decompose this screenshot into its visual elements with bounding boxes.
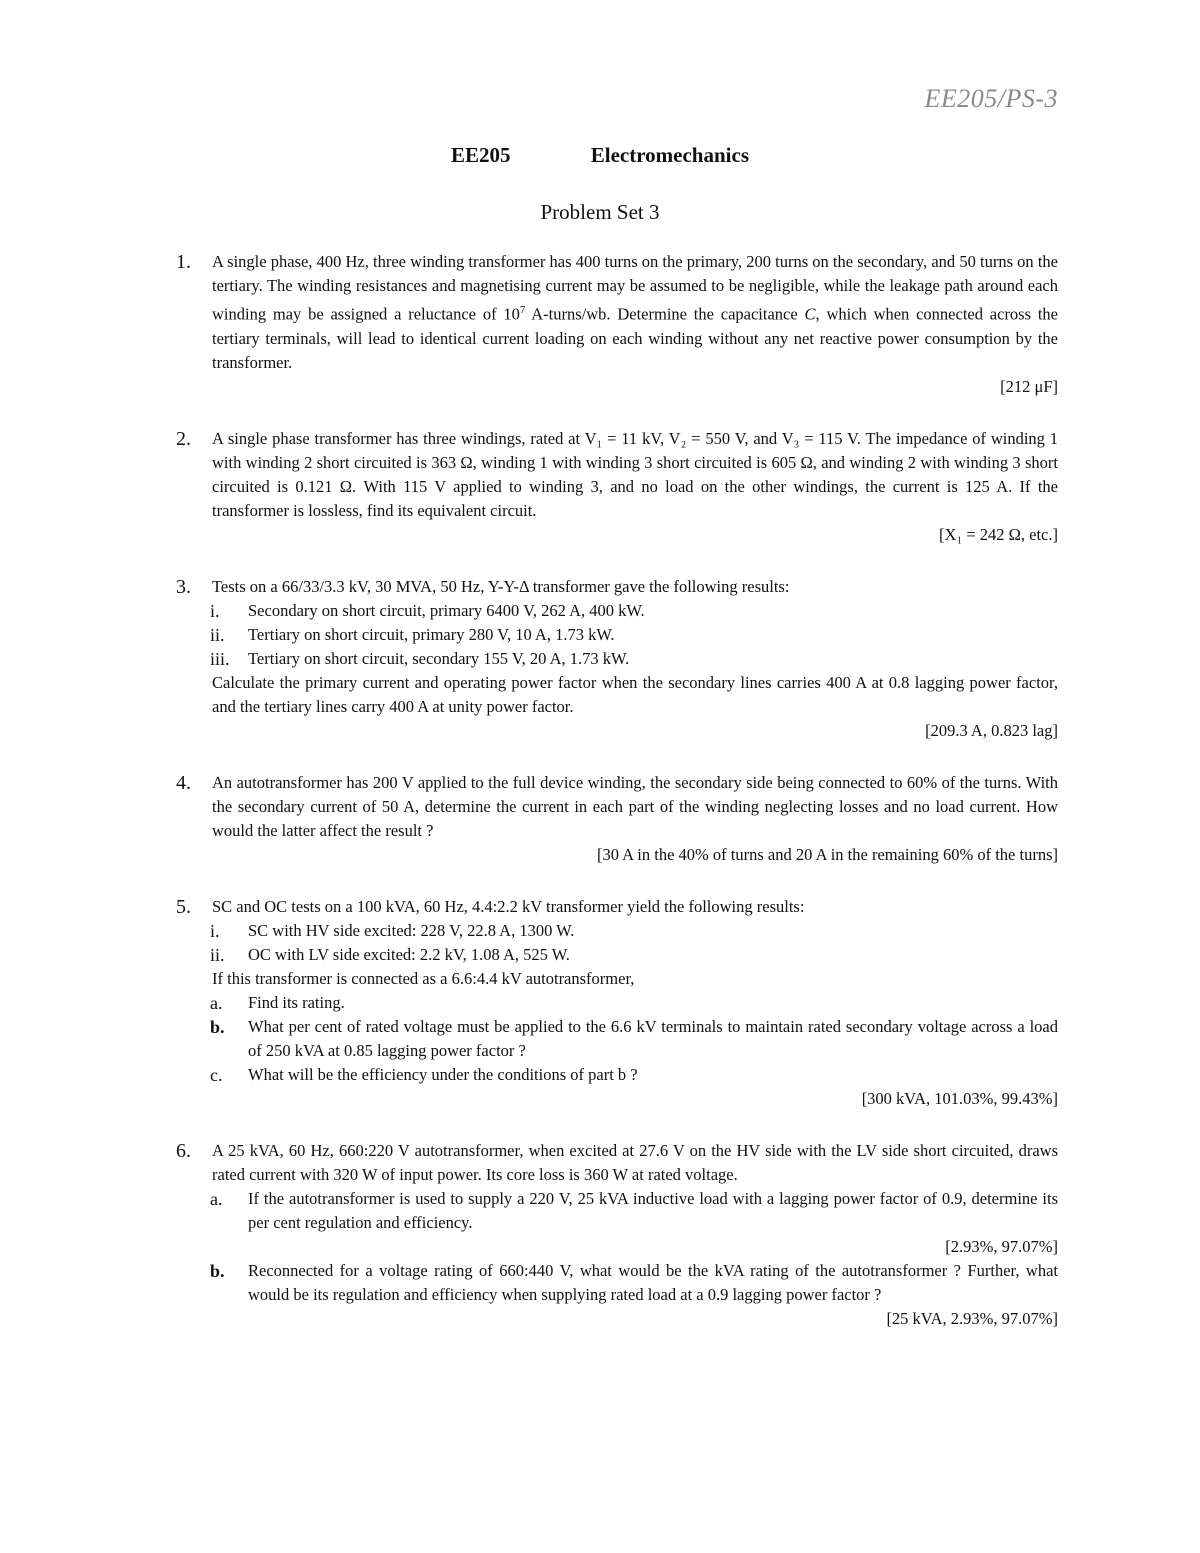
list-marker: a. xyxy=(210,992,223,1013)
problem-text: A single phase transformer has three windings, rated at V₁ = 11 kV, V₂ = 550 V, and V₃ = 115 V. The impedance of winding 1 with winding 2 short circuited is 363 Ω, winding 1 with winding 3 short circuited is 605 Ω, and winding 2 with winding 3 short circuited is 0.121 Ω. With 115 V applied to winding 3, and no load on the other windings, the current is 125 A. If the transformer is lossless, find its equivalent circuit. xyxy=(212,428,1058,520)
list-item-text: SC with HV side excited: 228 V, 22.8 A, 1300 W. xyxy=(248,920,575,940)
problem-5 xyxy=(176,895,1058,919)
problem-1 xyxy=(176,250,1058,399)
problem-number: 1. xyxy=(176,251,191,273)
problem-answer: [212 μF] xyxy=(1000,376,1058,396)
list-item-text: Tertiary on short circuit, secondary 155 V, 20 A, 1.73 kW. xyxy=(248,648,630,668)
problem-list xyxy=(176,250,1058,1331)
list-marker: ii. xyxy=(210,944,225,965)
problem-answer: [209.3 A, 0.823 lag] xyxy=(925,720,1058,740)
list-item-text: Find its rating. xyxy=(248,992,345,1012)
course-name: Electromechanics xyxy=(590,143,749,167)
page-subtitle: Problem Set 3 xyxy=(540,200,660,224)
list-marker: b. xyxy=(210,1260,225,1281)
list-marker: ii. xyxy=(210,624,225,645)
list-marker: a. xyxy=(210,1188,223,1209)
list-item xyxy=(176,647,1058,671)
list-item xyxy=(176,1187,1058,1259)
list-item-text: What will be the efficiency under the conditions of part b ? xyxy=(248,1064,638,1084)
problem-outro: Calculate the primary current and operating power factor when the secondary lines carries 400 A at 0.8 lagging power factor, and the tertiary lines carry 400 A at unity power factor. xyxy=(212,672,1058,716)
problem-intro: A 25 kVA, 60 Hz, 660:220 V autotransformer, when excited at 27.6 V on the HV side with the LV side short circuited, draws rated current with 320 W of input power. Its core loss is 360 W at rated voltage. xyxy=(212,1140,1058,1184)
problem-number: 3. xyxy=(176,575,191,598)
problem-number: 2. xyxy=(176,427,191,450)
list-marker: iii. xyxy=(210,648,230,669)
list-item-text: Secondary on short circuit, primary 6400 V, 262 A, 400 kW. xyxy=(248,600,645,620)
problem-answer: [X₁ = 242 Ω, etc.] xyxy=(939,524,1058,544)
list-item xyxy=(176,1015,1058,1063)
list-item-text: OC with LV side excited: 2.2 kV, 1.08 A, 525 W. xyxy=(248,944,570,964)
list-item xyxy=(176,599,1058,623)
problem-number: 6. xyxy=(176,1139,191,1162)
list-item xyxy=(176,1063,1058,1087)
problem-number: 5. xyxy=(176,895,191,918)
problem-answer: [30 A in the 40% of turns and 20 A in the remaining 60% of the turns] xyxy=(596,844,1058,864)
problem-middle: If this transformer is connected as a 6.6:4.4 kV autotransformer, xyxy=(212,968,635,988)
list-item xyxy=(176,943,1058,967)
list-item xyxy=(176,991,1058,1015)
problem-intro: Tests on a 66/33/3.3 kV, 30 MVA, 50 Hz, Y-Y-Δ transformer gave the following results: xyxy=(212,576,790,596)
problem-number: 4. xyxy=(176,771,191,794)
list-marker: c. xyxy=(210,1064,223,1085)
problem-text: A single phase, 400 Hz, three winding transformer has 400 turns on the primary, 200 turns on the secondary, and 50 turns on the tertiary. The winding resistances and magnetising current may be assumed to be negligible, while the leakage path around each winding may be assigned a reluctance of $10^7$ A-turns/wb. Determine the capacitance C, which when connected across the tertiary terminals, will lead to identical current loading on each winding without any net reactive power consumption by the transformer. xyxy=(212,252,1058,372)
problem-answer: [25 kVA, 2.93%, 97.07%] xyxy=(886,1308,1058,1328)
list-item-text: What per cent of rated voltage must be applied to the 6.6 kV terminals to maintain rated secondary voltage across a load of 250 kVA at 0.85 lagging power factor ? xyxy=(248,1016,1058,1060)
problem-3 xyxy=(176,575,1058,599)
list-item xyxy=(176,919,1058,943)
course-code: EE205 xyxy=(450,143,511,167)
problem-2 xyxy=(176,427,1058,547)
problem-6 xyxy=(176,1139,1058,1187)
list-item-text: Reconnected for a voltage rating of 660:440 V, what would be the kVA rating of the autotransformer ? Further, what would be its regulation and efficiency when supplying rated load at a 0.9 lagging power factor ? xyxy=(248,1260,1058,1304)
list-item-text: Tertiary on short circuit, primary 280 V, 10 A, 1.73 kW. xyxy=(248,624,615,644)
list-marker: i. xyxy=(210,600,220,621)
problem-4 xyxy=(176,771,1058,867)
list-item xyxy=(176,623,1058,647)
list-item-text: If the autotransformer is used to supply a 220 V, 25 kVA inductive load with a lagging power factor of 0.9, determine its per cent regulation and efficiency. xyxy=(248,1188,1058,1232)
list-marker: i. xyxy=(210,920,220,941)
problem-answer: [2.93%, 97.07%] xyxy=(945,1236,1058,1256)
problem-text: An autotransformer has 200 V applied to the full device winding, the secondary side being connected to 60% of the turns. With the secondary current of 50 A, determine the current in each part of the winding neglecting losses and no load current. How would the latter affect the result ? xyxy=(212,772,1058,840)
page-title xyxy=(0,143,1200,168)
header-tag: EE205/PS-3 xyxy=(924,84,1058,113)
list-item xyxy=(176,1259,1058,1331)
list-marker: b. xyxy=(210,1016,225,1037)
problem-answer: [300 kVA, 101.03%, 99.43%] xyxy=(861,1088,1058,1108)
problem-intro: SC and OC tests on a 100 kVA, 60 Hz, 4.4:2.2 kV transformer yield the following results: xyxy=(212,896,805,916)
